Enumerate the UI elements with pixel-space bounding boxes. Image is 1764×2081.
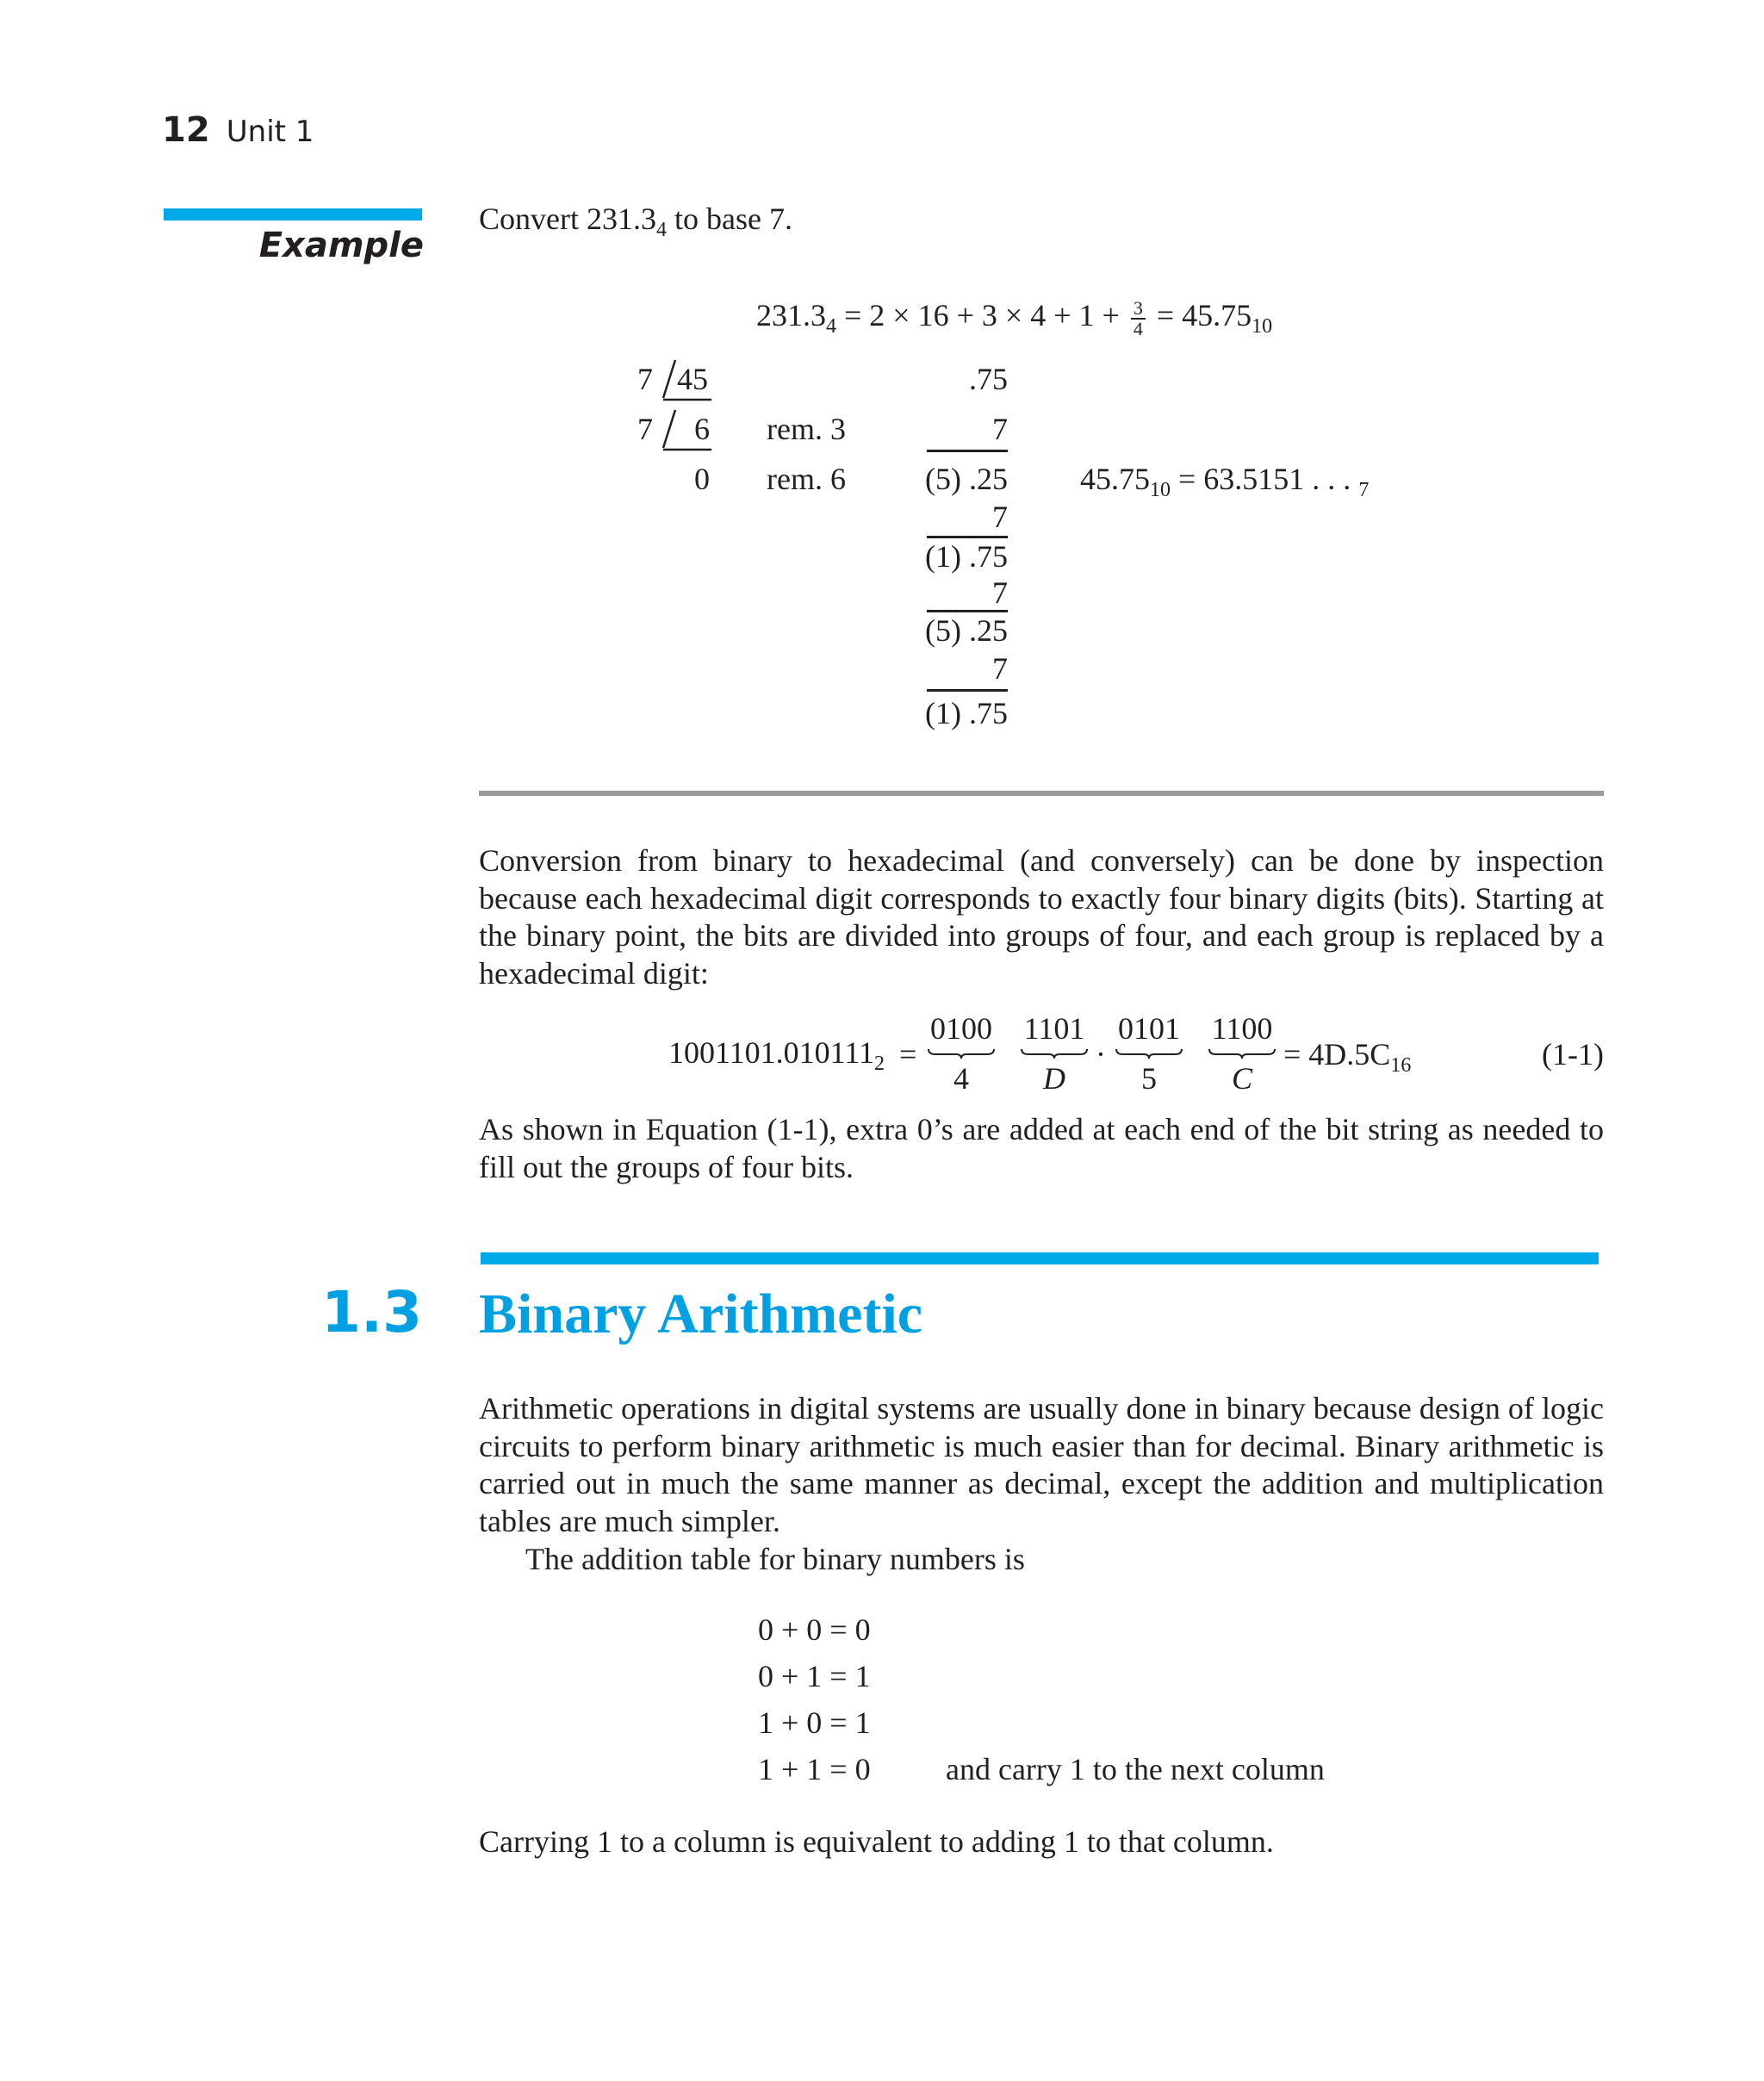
addition-row: 0 + 1 = 1	[758, 1659, 871, 1693]
mult-row: (5) .25	[925, 462, 1008, 496]
addition-row: 0 + 0 = 0	[758, 1612, 871, 1647]
paragraph-extra-zeros: As shown in Equation (1-1), extra 0’s are added at each end of the bit string as needed to fill out the groups of four bits.	[479, 1112, 1604, 1184]
mult-rule	[927, 689, 1008, 692]
underbrace-icon	[1208, 1047, 1276, 1059]
remainder-2: rem. 6	[767, 462, 846, 496]
addition-row: 1 + 0 = 1	[758, 1705, 871, 1740]
eq11-group-1: 0100 4	[910, 1009, 1013, 1097]
mult-row: 7	[992, 412, 1008, 446]
divisor-2: 7	[637, 412, 653, 446]
underbrace-icon	[1020, 1047, 1089, 1059]
underbrace-icon	[1115, 1047, 1183, 1059]
conversion-result: $45.75_{10} = 63.5151$ . . . $_7$	[1080, 462, 1370, 501]
dividend-2: 6	[694, 412, 710, 446]
mult-row: (1) .75	[925, 696, 1008, 730]
paragraph-addition-intro: The addition table for binary numbers is	[525, 1542, 1025, 1576]
unit-label: Unit 1	[226, 115, 314, 149]
fraction-three-quarters: $\frac{3}{4}$	[1131, 299, 1146, 339]
example-label: Example	[258, 226, 424, 265]
page-header	[162, 110, 314, 150]
remainder-1: rem. 3	[767, 412, 846, 446]
division-brackets	[658, 355, 761, 475]
quotient-zero: 0	[694, 462, 710, 496]
eq11-group-3: 0101 5	[1097, 1009, 1201, 1097]
example-prompt: Convert $231.3_4$ to base 7.	[479, 202, 792, 241]
addition-note: and carry 1 to the next column	[946, 1752, 1325, 1786]
eq11-lhs: $1001101.010111_2$	[668, 1035, 885, 1075]
eq11-binary-point: ·	[1096, 1037, 1106, 1072]
section-bar	[481, 1252, 1599, 1264]
divisor-1: 7	[637, 362, 653, 396]
mult-row: 7	[992, 651, 1008, 686]
paragraph-arithmetic: Arithmetic operations in digital systems are usually done in binary because design of logic circuits to perform binary arithmetic is much easier than for decimal. Binary arithmetic is carried out in much the same manner as decimal, except the addition and multiplication tables are much simpler.	[479, 1391, 1604, 1538]
example-end-rule	[479, 791, 1604, 796]
paragraph-binary-hex: Conversion from binary to hexadecimal (and conversely) can be done by inspection because each hexadecimal digit corresponds to exactly four binary digits (bits). Starting at the binary point, the bits are divided into groups of four, and each group is replaced by a hexadecimal digit:	[479, 843, 1604, 991]
page-number: 12	[162, 110, 210, 150]
mult-row: (5) .25	[925, 613, 1008, 648]
example-bar	[164, 208, 422, 221]
eq11-rhs: = $4D.5C_{16}$	[1283, 1037, 1412, 1077]
eq11-equals: =	[899, 1037, 917, 1072]
mult-row: .75	[969, 362, 1008, 396]
eq11-group-2: 1101 D	[1003, 1009, 1106, 1097]
conversion-equation: $231.3_4 = 2 \times 16 + 3 \times 4 + 1$ + $\frac{3}{4}$ = $45.75_{10}$	[756, 296, 1273, 339]
mult-row: 7	[992, 575, 1008, 610]
eq11-group-4: 1100 C	[1190, 1009, 1294, 1097]
underbrace-icon	[927, 1047, 996, 1059]
mult-row: (1) .75	[925, 539, 1008, 574]
eq11-number: (1-1)	[1542, 1037, 1604, 1072]
paragraph-carry: Carrying 1 to a column is equivalent to adding 1 to that column.	[479, 1824, 1274, 1859]
addition-row: 1 + 1 = 0	[758, 1752, 871, 1786]
mult-rule	[927, 450, 1008, 452]
section-number: 1.3	[321, 1279, 422, 1345]
dividend-1: 45	[677, 362, 708, 396]
mult-row: 7	[992, 500, 1008, 534]
section-title: Binary Arithmetic	[479, 1283, 923, 1345]
